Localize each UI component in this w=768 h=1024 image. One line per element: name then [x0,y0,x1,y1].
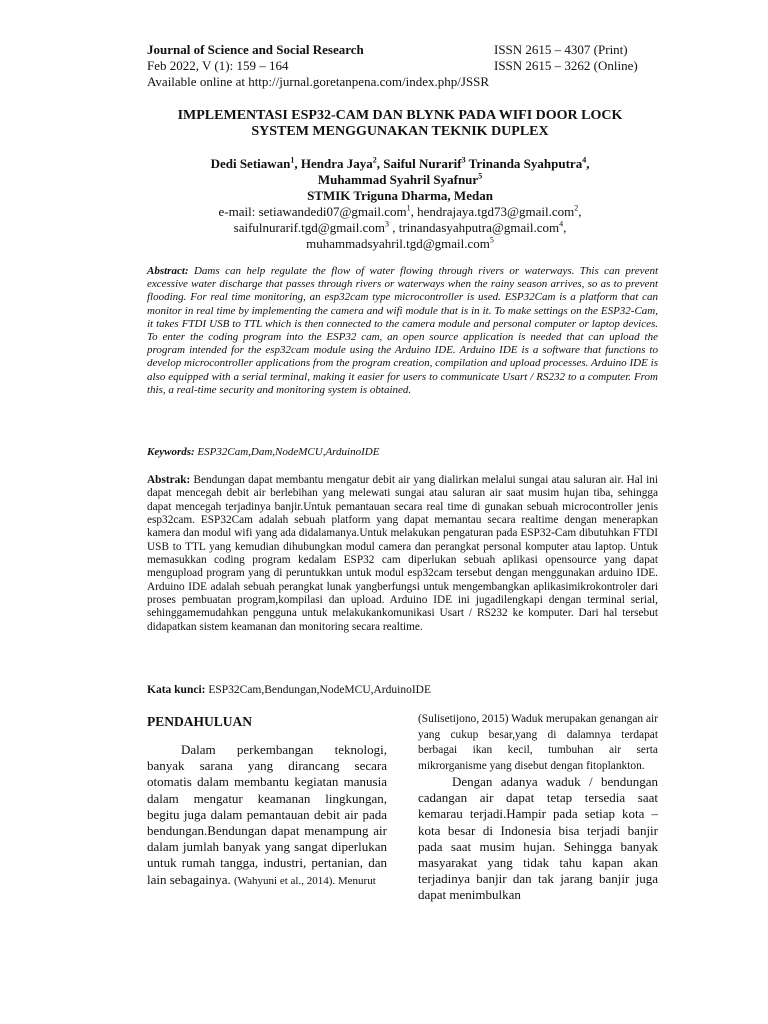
email-4-mark: 4 [559,219,564,229]
email-5-mark: 5 [489,235,494,245]
author-1: Dedi Setiawan [210,156,291,171]
author-1-mark: 1 [290,155,295,165]
email-3[interactable]: saifulnurarif.tgd@gmail.com [233,220,385,235]
author-4: Trinanda Syahputra [468,156,583,171]
email-line-1: e-mail: setiawandedi07@gmail.com$^1$, hendrajaya.tgd73@gmail.com$^2$, [218,203,582,219]
citation-wahyuni: (Wahyuni et al., 2014). Menurut [234,874,376,887]
author-2: Hendra Jaya [300,156,373,171]
author-3-mark: 3 [461,155,466,165]
right-paragraph-2: Dengan adanya waduk / bendungan cadangan air dapat tetap tersedia saat kemarau terjadi.Hampir pada setiap kota – kota besar di Indonesia bisa terjadi banjir pada saat musim hujan. Sehingga banyak masyarakat yang tidak tahu kapan akan terjadinya banjir dan tak jarang banjir juga dapat menimbulkan [418,774,658,903]
author-5-mark: 5 [478,171,483,181]
abstract-label: Abstract: [147,265,189,277]
email-5[interactable]: muhammadsyahril.tgd@gmail.com [306,236,490,251]
abstrak-label: Abstrak: [147,474,191,486]
email-label: e-mail: [218,204,259,219]
author-4-mark: 4 [582,155,587,165]
issn-online: ISSN 2615 – 3262 (Online) [494,58,638,73]
journal-url[interactable]: Available online at http://jurnal.goretanpena.com/index.php/JSSR [147,74,490,89]
kata-kunci-text: ESP32Cam,Bendungan,NodeMCU,ArduinoIDE [205,684,431,696]
author-3: Saiful Nurarif [383,156,462,171]
author-block [130,156,670,252]
email-line-3 [130,236,670,252]
author-line-1: Dedi Setiawan$^1$, Hendra Jaya$^2$, Saiful Nurarif$^3$ Trinanda Syahputra$^4$, [210,155,590,171]
email-2[interactable]: hendrajaya.tgd73@gmail.com [417,204,575,219]
title-line-2: SYSTEM MENGGUNAKAN TEKNIK DUPLEX [251,124,549,139]
journal-header [147,42,489,90]
right-column [418,712,658,904]
issn-block [494,42,638,74]
keywords-text: ESP32Cam,Dam,NodeMCU,ArduinoIDE [194,446,380,458]
email-3-mark: 3 [384,219,389,229]
abstract-text: Dams can help regulate the flow of water flowing through rivers or waterways. This can prevent excessive water discharge that passes through rivers or waterways when the rainy season arrives, so as to prevent flooding. For real time monitoring, an esp32cam type microcontroller is used. ESP32Cam is a platform that can monitor in real time by implementing the camera and wifi module that is in it. To make settings on the ESP32-Cam, it takes FTDI USB to TTL which is then connected to the camera module and personal computer or laptop devices. To enter the coding program into the ESP32 cam, an open source application is needed that can upload the program intended for the esp32cam module using the Arduino IDE. Arduino IDE is a software that functions to develop microcontroller applications from the program creation, compilation and upload processes. Arduino IDE is also equipped with a serial terminal, making it easier for users to communicate Usart / RS232 to a computer. From this, a real-time security and monitoring system is obtained. [147,265,659,396]
author-2-mark: 2 [372,155,377,165]
email-2-mark: 2 [574,203,579,213]
abstract-english [147,265,658,397]
abstrak-text: Bendungan dapat membantu mengatur debit air yang dialirkan melalui sungai atau saluran air. Hal ini dapat mencegah debit air berlebihan yang melewati sungai atau saluran air saat musim hujan tiba, sehingga dapat mencegah terjadinya banjir.Untuk pemantauan secara real time di gunakan sebuah microcontroller jenis esp32cam. ESP32Cam adalah sebuah platform yang dapat memantau secara realtime dengan menerapkan kamera dan modul wifi yang ada didalamanya.Untuk melakukan pengaturan pada ESP32-Cam dibutuhkan FTDI USB to TTL yang kemudian dihubungkan modul camera dan perangkat personal komputer atau laptop. Untuk memasukkan coding program kedalam ESP32 cam diperlukan sebuah aplikasi opensource yang dapat mengupload program yang di peruntukkan untuk modul esp32cam tersebut dengan menggunakan arduino IDE. Arduino IDE adalah sebuah perangkat lunak yangberfungsi untuk mengembangkan aplikasimikrokontroler dari proses pembuatan program,kompilasi dan upload. Arduino IDE ini jugadilengkapi dengan terminal serial, sehinggamemudahkan pengguna untuk melakukankomunikasi Usart / RS232 ke komputer. Dari hal tersebut didapatkan sistem keamanan dan monitoring secara realtime. [147,474,658,633]
intro-paragraph [147,742,387,889]
paper-title [130,108,670,140]
email-1-mark: 1 [406,203,411,213]
journal-issue: Feb 2022, V (1): 159 – 164 [147,58,289,73]
author-5: Muhammad Syahril Syafnur [317,172,479,187]
kata-kunci-label: Kata kunci: [147,684,206,696]
email-4[interactable]: trinandasyahputra@gmail.com [398,220,560,235]
keywords-english [147,446,379,458]
intro-text: Dalam perkembangan teknologi, banyak sarana yang dirancang secara otomatis dalam membantu kegiatan manusia dalam mengatur keamanan lingkungan, begitu juga dalam pemantauan debit air pada bendungan.Bendungan dapat menampung air dalam jumlah banyak yang sangat diperlukan untuk rumah tangga, industri, pertanian, dan lain sebagainya. [147,742,387,887]
abstract-indonesian [147,474,658,634]
issn-print: ISSN 2615 – 4307 (Print) [494,42,628,57]
journal-name: Journal of Science and Social Research [147,42,364,57]
email-line-2: saifulnurarif.tgd@gmail.com$^3$ , trinandasyahputra@gmail.com$^4$, [233,219,567,235]
email-1[interactable]: setiawandedi07@gmail.com [258,204,407,219]
author-line-2 [130,172,670,188]
affiliation: STMIK Triguna Dharma, Medan [307,188,493,203]
keywords-indonesian [147,684,431,696]
keywords-label: Keywords: [147,446,195,458]
left-column [147,714,387,889]
section-heading: PENDAHULUAN [147,714,253,729]
title-line-1: IMPLEMENTASI ESP32-CAM DAN BLYNK PADA WIFI DOOR LOCK [177,108,623,123]
right-paragraph-1: (Sulisetijono, 2015) Waduk merupakan genangan air yang cukup besar,yang di dalamnya terdapat berbagai ikan kecil, tumbuhan air serta mikrorganisme yang disebut dengan fitoplankton. [418,713,658,772]
